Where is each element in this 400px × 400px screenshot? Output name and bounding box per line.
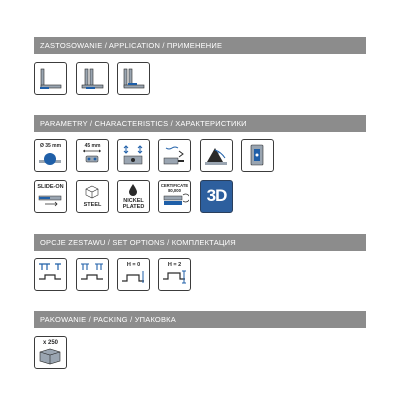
- three-d-label: 3D: [206, 186, 227, 205]
- hole-spacing-tile: [76, 139, 109, 172]
- application-section-header: ZASTOSOWANIE / APPLICATION / ПРИМЕНЕНИЕ: [34, 37, 366, 54]
- slide-on-label: SLIDE-ON: [37, 184, 64, 190]
- hole-spacing-icon: [77, 140, 107, 170]
- mounting-plate-tile: [241, 139, 274, 172]
- inset-icon: [118, 63, 148, 93]
- height-adjustment-icon: [118, 140, 148, 170]
- spacing-label: 45 mm: [84, 143, 101, 149]
- height-adjustment-tile: [117, 139, 150, 172]
- plate-h0-tile: [117, 258, 150, 291]
- h0-label: H = 0: [126, 262, 141, 268]
- cup-diameter-icon: [35, 140, 65, 170]
- certificate-cycles-icon: [159, 181, 189, 211]
- certificate-label: CERTIFICATE: [160, 183, 189, 188]
- diameter-label: Ø 35 mm: [39, 143, 62, 149]
- three-d-model-tile: [200, 180, 233, 213]
- opening-angle-icon: [201, 140, 231, 170]
- set-with-euro-screws-tile: [76, 258, 109, 291]
- set-options-section-header: OPCJE ZESTAWU / SET OPTIONS / КОМПЛЕКТАЦИЯ: [34, 234, 366, 251]
- steel-label: STEEL: [83, 202, 102, 208]
- packing-quantity-tile: [34, 336, 67, 369]
- slide-on-tile: [34, 180, 67, 213]
- half-overlay-icon: [77, 63, 107, 93]
- plate-h0-icon: [118, 259, 148, 289]
- soft-close-tile: [158, 139, 191, 172]
- inset-hinge-tile: [117, 62, 150, 95]
- box-icon: [35, 337, 65, 367]
- nickel-label-line2: PLATED: [122, 204, 145, 210]
- quantity-label: x 250: [42, 340, 58, 346]
- half-overlay-hinge-tile: [76, 62, 109, 95]
- soft-close-icon: [159, 140, 189, 170]
- steel-tile: [76, 180, 109, 213]
- mounting-plate-icon: [242, 140, 272, 170]
- nickel-plated-tile: [117, 180, 150, 213]
- h2-label: H = 2: [167, 262, 182, 268]
- certificate-tile: [158, 180, 191, 213]
- full-overlay-icon: [35, 63, 65, 93]
- plate-h2-icon: [159, 259, 189, 289]
- screws-plate-icon: [35, 259, 65, 289]
- full-overlay-hinge-tile: [34, 62, 67, 95]
- plate-h2-tile: [158, 258, 191, 291]
- characteristics-section-header: PARAMETRY / CHARACTERISTICS / ХАРАКТЕРИСТИКИ: [34, 115, 366, 132]
- cup-diameter-tile: [34, 139, 67, 172]
- opening-angle-restriction-tile: [200, 139, 233, 172]
- nickel-label-line1: NICKEL: [123, 198, 144, 204]
- certificate-count: 80,000: [168, 188, 181, 193]
- packing-section-header: PAKOWANIE / PACKING / УПАКОВКА: [34, 311, 366, 328]
- euro-screws-plate-icon: [77, 259, 107, 289]
- slide-on-icon: [35, 181, 65, 211]
- set-with-screws-tile: [34, 258, 67, 291]
